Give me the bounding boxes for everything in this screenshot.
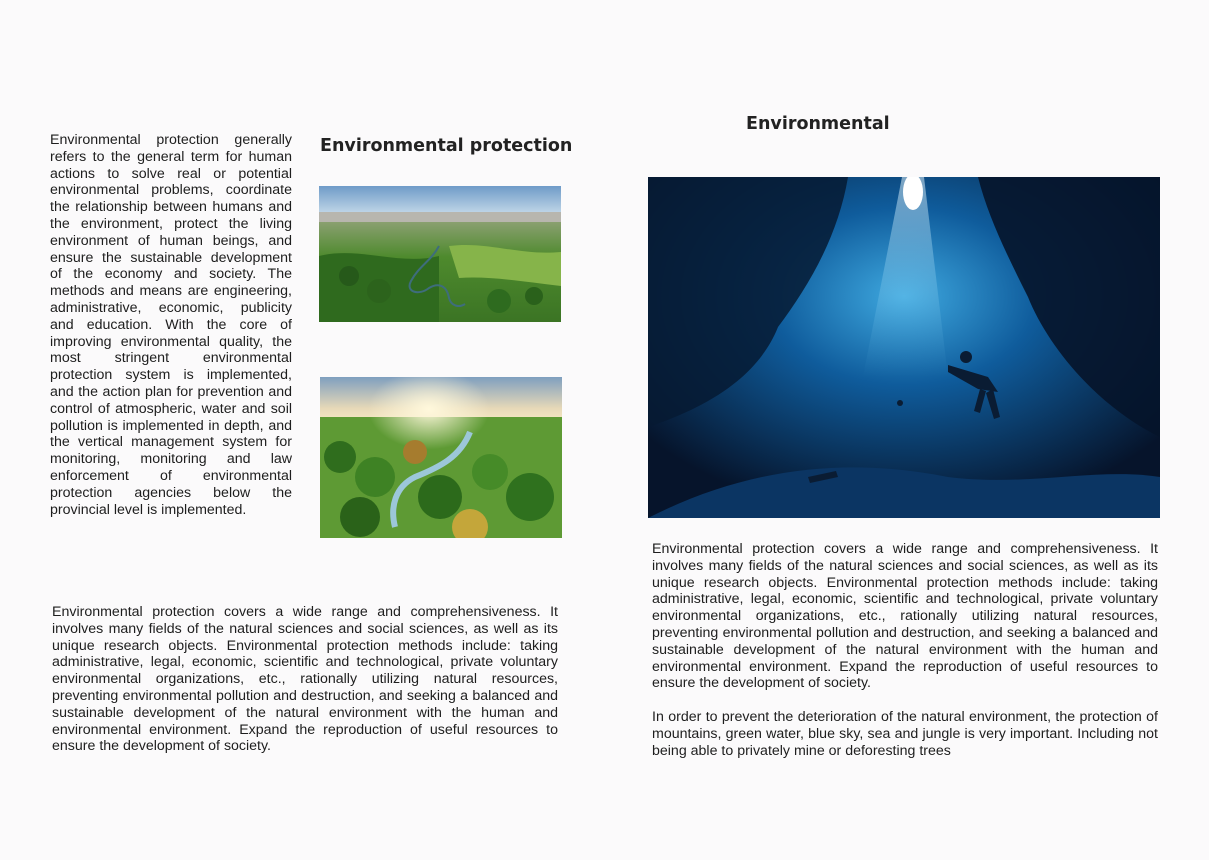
right-paragraph-2: In order to prevent the deterioration of the natural environment, the protection of mountains, green water, blue sky, sea and jungle is very important. Including not being able to privately mine or deforesting trees bbox=[652, 708, 1158, 759]
right-paragraph-1: Environmental protection covers a wide range and comprehensiveness. It involves many fields of the natural sciences and social sciences, as well as its unique research objects. Environmental protection methods include: taking administrative, legal, economic, scientific and technological, private voluntary environmental organizations, etc., rationally utilizing natural resources, preventing environmental pollution and destruction, and seeking a balanced and sustainable development of the natural environment with the human and environmental environment. Expand the reproduction of useful resources to ensure the development of society. bbox=[652, 541, 1158, 692]
right-title: Environmental bbox=[746, 114, 890, 134]
underwater-diver-image bbox=[648, 177, 1160, 518]
sunset-forest-image bbox=[320, 377, 562, 538]
right-text-block bbox=[652, 541, 1158, 759]
left-side-text: Environmental protection generally refers to the general term for human actions to solve real or potential environmental problems, coordinate the relationship between humans and the environment, protect the living environment of human beings, and ensure the sustainable development of the economy and society. The methods and means are engineering, administrative, economic, publicity and education. With the core of improving environmental quality, the most stringent environmental protection system is implemented, and the action plan for prevention and control of atmospheric, water and soil pollution is implemented in depth, and the vertical management system for monitoring, monitoring and law enforcement of environmental protection agencies below the provincial level is implemented. bbox=[50, 132, 292, 518]
left-bottom-text: Environmental protection covers a wide range and comprehensiveness. It involves many fields of the natural sciences and social sciences, as well as its unique research objects. Environmental protection methods include: taking administrative, legal, economic, scientific and technological, private voluntary environmental organizations, etc., rationally utilizing natural resources, preventing environmental pollution and destruction, and seeking a balanced and sustainable development of the natural environment with the human and environmental environment. Expand the reproduction of useful resources to ensure the development of society. bbox=[52, 604, 558, 755]
left-title: Environmental protection bbox=[320, 136, 573, 156]
aerial-landscape-image bbox=[319, 186, 561, 322]
